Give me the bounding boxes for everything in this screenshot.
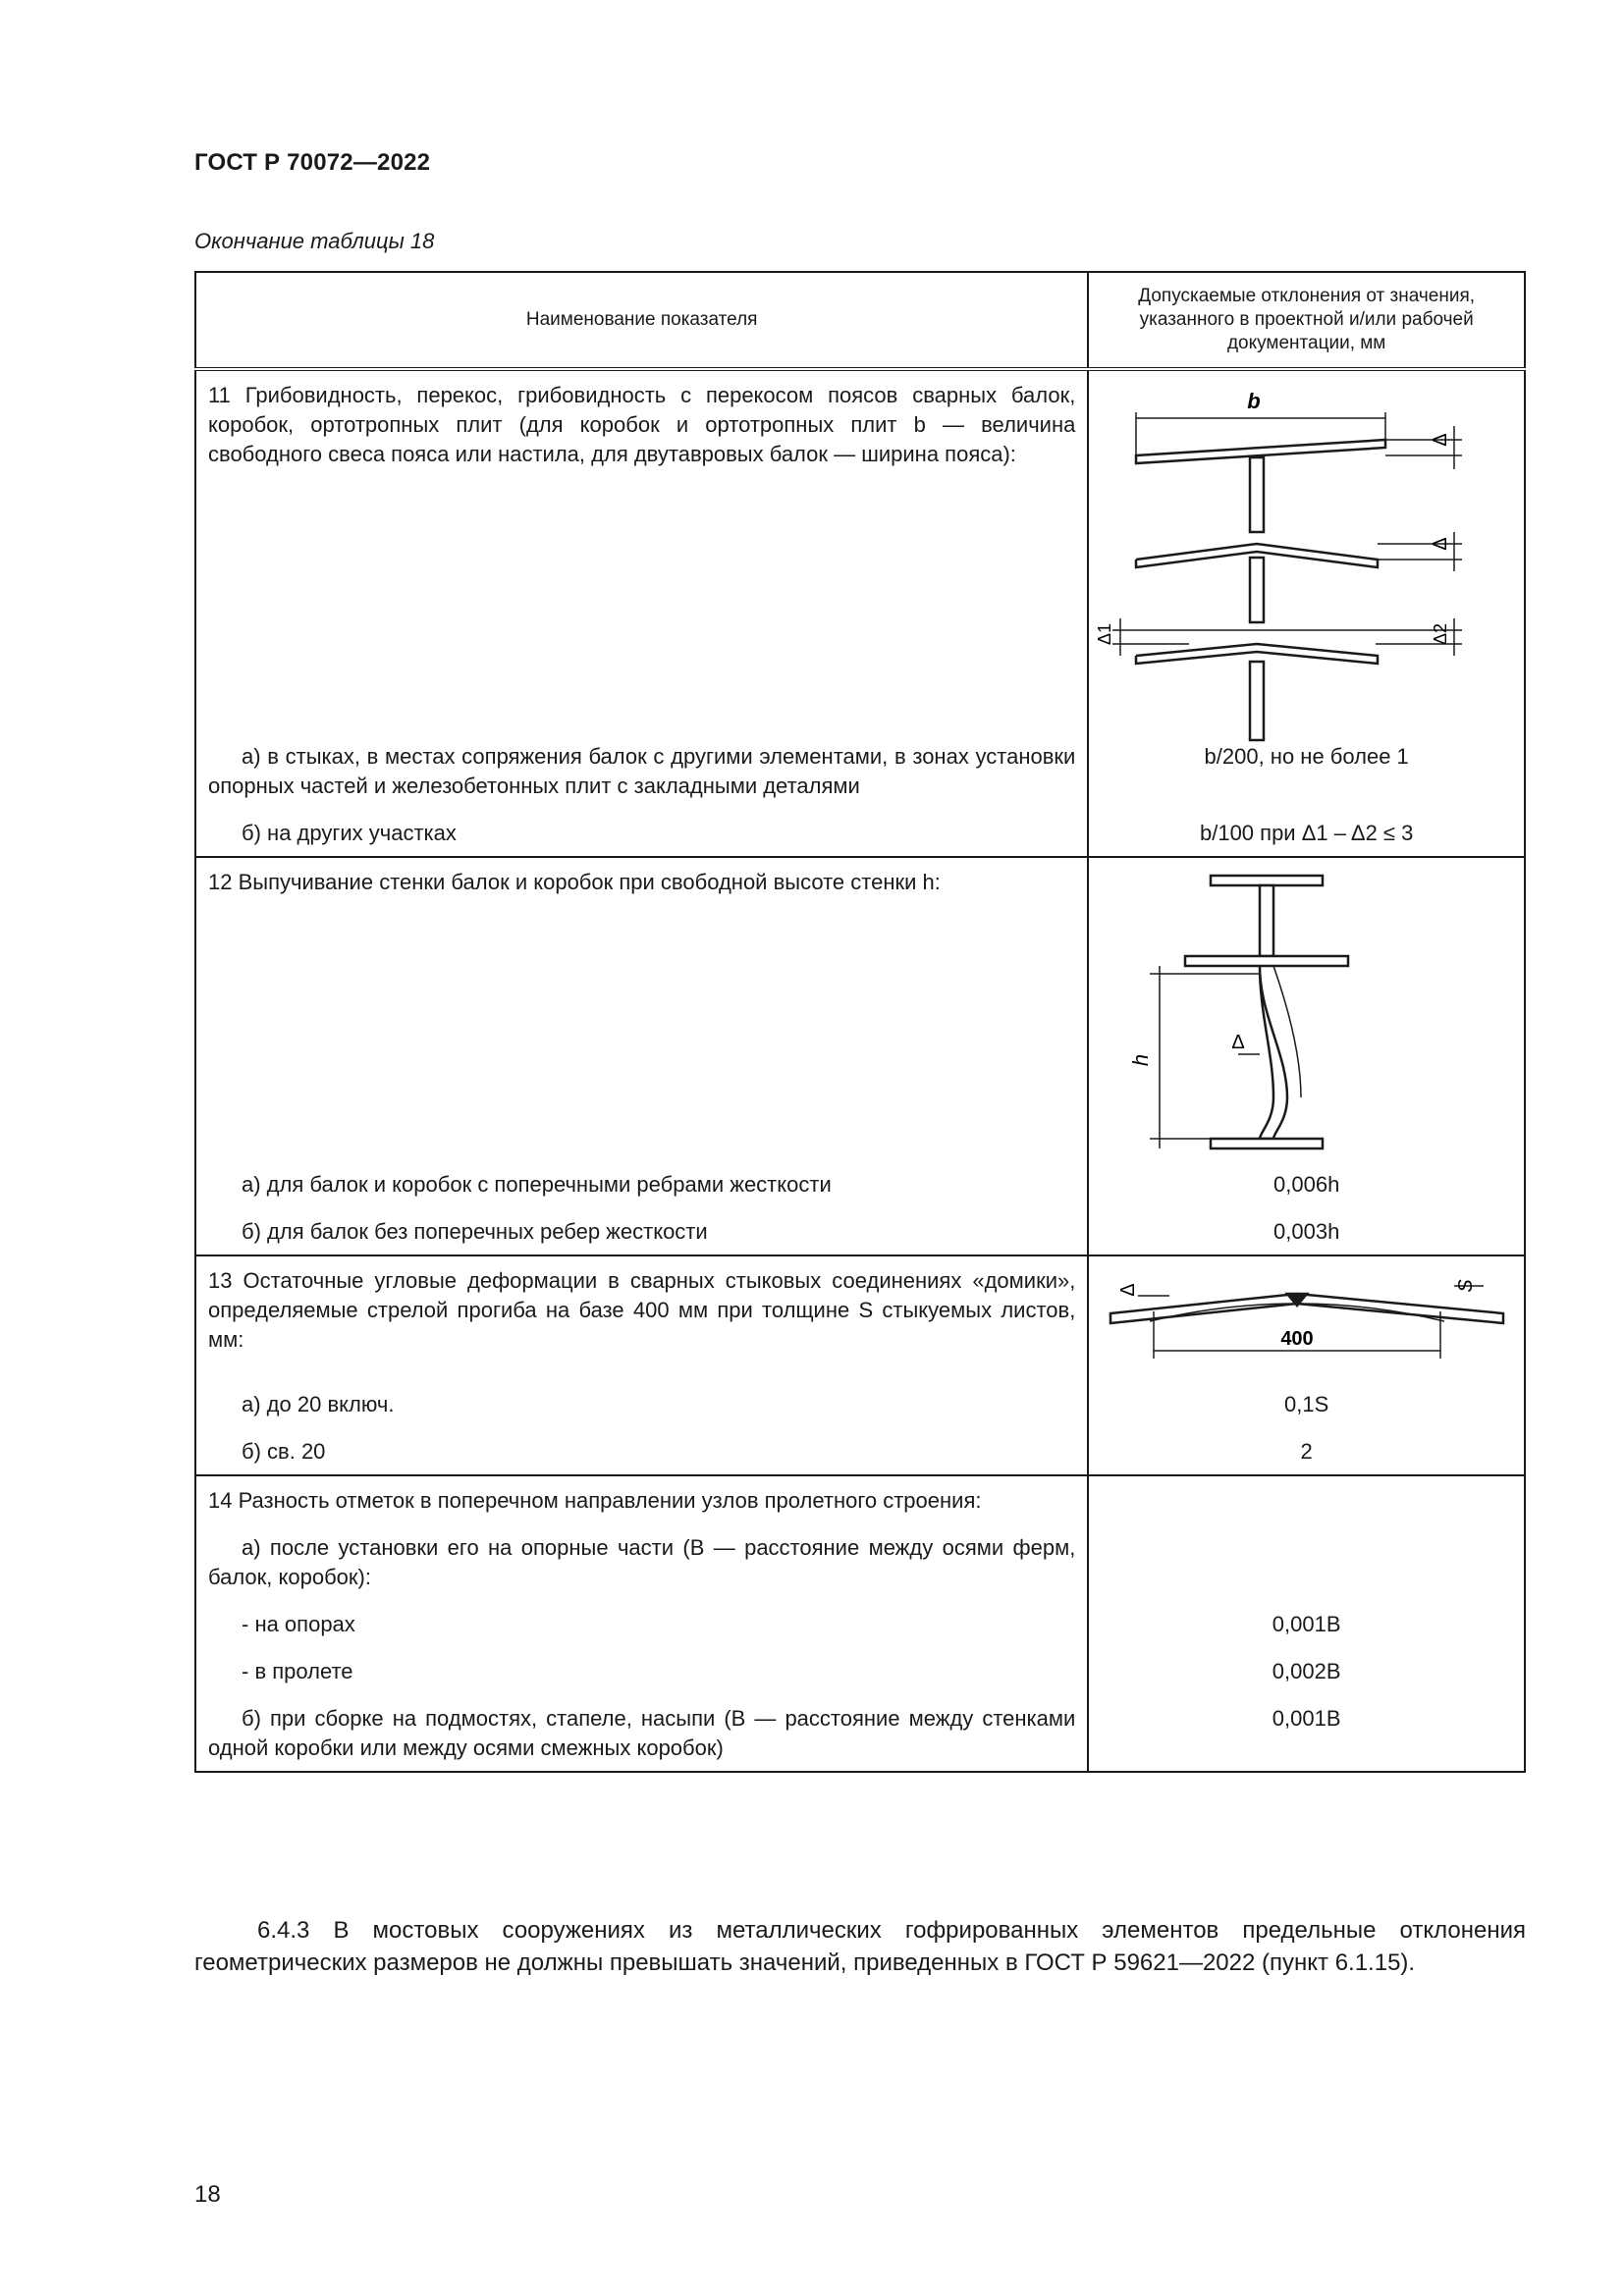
table-caption: Окончание таблицы 18 (194, 229, 435, 253)
fig11-label-delta1: Δ1 (1094, 622, 1114, 646)
fig12-label-delta: Δ (1230, 1032, 1245, 1053)
row-13b-value: 2 (1088, 1419, 1525, 1475)
row-13-title: 13 Остаточные угловые деформации в сварных стыковых соединениях «домики», определяемые стрелой прогиба на базе 400 мм при толщине S стыкуемых листов, мм: (208, 1268, 1076, 1352)
table-row-14b (195, 1686, 1525, 1772)
fig11-label-delta2: Δ2 (1430, 622, 1450, 646)
table-row-13a (195, 1390, 1525, 1419)
table-header-row (195, 272, 1525, 369)
table-row-13b (195, 1419, 1525, 1475)
row-14a-text: а) после установки его на опорные части (В — расстояние между осями ферм, балок, коробок): (208, 1535, 1076, 1589)
row-12a-value: 0,006h (1088, 1170, 1525, 1200)
table-row-14a2 (195, 1639, 1525, 1686)
column-header-deviation: Допускаемые отклонения от значения, указанного в проектной и/или рабочей документации, мм (1088, 272, 1525, 369)
row-14-title: 14 Разность отметок в поперечном направлении узлов пролетного строения: (208, 1488, 982, 1513)
fig12-label-h: h (1127, 1053, 1153, 1067)
row-12b-value: 0,003h (1088, 1200, 1525, 1255)
row-11-figure (1091, 371, 1523, 742)
table-row-12b (195, 1200, 1525, 1255)
body-paragraph-6-4-3: 6.4.3 В мостовых сооружениях из металлических гофрированных элементов предельные отклонения геометрических размеров не должны превышать значений, приведенных в ГОСТ Р 59621—2022 (пункт 6.1.15). (194, 1917, 1526, 1976)
table-row-14a1 (195, 1592, 1525, 1639)
row-13b-text: б) св. 20 (242, 1439, 326, 1464)
table-row-12 (195, 857, 1525, 1170)
row-11a-value: b/200, но не более 1 (1088, 742, 1525, 801)
column-header-name: Наименование показателя (195, 272, 1088, 369)
fig13-label-delta: Δ (1116, 1283, 1139, 1297)
row-11a-text: а) в стыках, в местах сопряжения балок с другими элементами, в зонах установки опорных частей и железобетонных плит с закладными деталями (208, 744, 1076, 798)
table-row-12a (195, 1170, 1525, 1200)
row-14a2-value: 0,002B (1088, 1639, 1525, 1686)
row-13a-text: а) до 20 включ. (242, 1392, 395, 1416)
row-12a-text: а) для балок и коробок с поперечными ребрами жесткости (242, 1172, 832, 1197)
deviation-table (194, 271, 1526, 1773)
table-row-13 (195, 1255, 1525, 1390)
row-14a1-text: - на опорах (242, 1612, 355, 1636)
row-14b-text: б) при сборке на подмостях, стапеле, насыпи (В — расстояние между стенками одной коробки или между осями смежных коробок) (208, 1706, 1076, 1760)
page-number: 18 (194, 2181, 221, 2208)
row-13-figure (1091, 1256, 1523, 1390)
fig11-label-b: b (1246, 389, 1261, 413)
table-row-11a (195, 742, 1525, 801)
row-11-title: 11 Грибовидность, перекос, грибовидность с перекосом поясов сварных балок, коробок, ортотропных плит (для коробок и ортотропных плит b — величина свободного свеса пояса или настила, для двутавровых балок — ширина пояса): (208, 383, 1076, 466)
table-row-14 (195, 1475, 1525, 1516)
row-12b-text: б) для балок без поперечных ребер жесткости (242, 1219, 708, 1244)
row-14a2-text: - в пролете (242, 1659, 353, 1683)
row-12-figure (1091, 858, 1523, 1170)
document-header: ГОСТ Р 70072—2022 (194, 149, 431, 176)
row-11b-value: b/100 при Δ1 – Δ2 ≤ 3 (1088, 801, 1525, 857)
fig13-label-base: 400 (1279, 1328, 1314, 1350)
table-row-14a (195, 1516, 1525, 1592)
row-14b-value: 0,001B (1088, 1686, 1525, 1772)
row-13a-value: 0,1S (1088, 1390, 1525, 1419)
table-row-11b (195, 801, 1525, 857)
row-11b-text: б) на других участках (242, 821, 457, 845)
fig13-label-s: S (1454, 1279, 1477, 1293)
table-row-11 (195, 369, 1525, 742)
row-12-title: 12 Выпучивание стенки балок и коробок при свободной высоте стенки h: (208, 870, 941, 894)
fig11-label-delta-mid: Δ (1429, 537, 1451, 551)
row-14a1-value: 0,001B (1088, 1592, 1525, 1639)
fig11-label-delta-top: Δ (1429, 433, 1451, 447)
